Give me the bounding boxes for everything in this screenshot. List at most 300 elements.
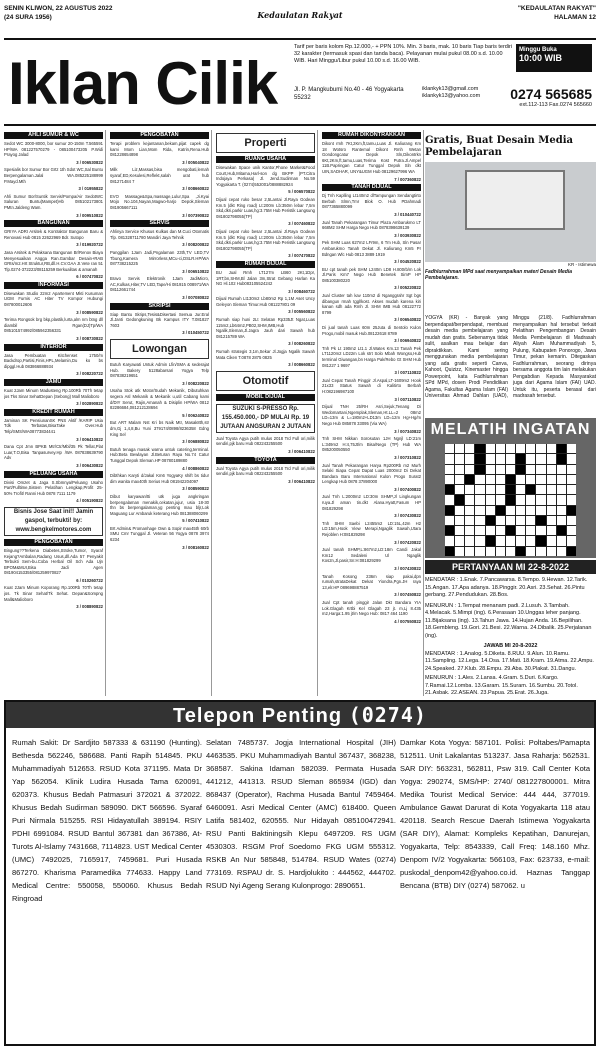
area-code: (0274) — [348, 703, 427, 727]
grid-cell — [516, 454, 525, 463]
ad-code: 3 / 008660822 — [288, 362, 315, 368]
ad-code: 3 / 006540822 — [394, 317, 421, 323]
grid-cell — [557, 516, 566, 525]
grid-cell — [445, 506, 454, 515]
issue-date: SENIN KLIWON, 22 AGUSTUS 2022 — [4, 5, 113, 12]
grid-cell — [496, 444, 505, 453]
phones-title — [6, 702, 594, 728]
ad-code: 3 / 008590822 — [182, 486, 209, 492]
grid-cell — [465, 526, 474, 535]
ad-code: 3 / 006530822 — [76, 159, 103, 165]
classified-ad: Dijual cepat ruko besar 2,5Lantai Jl.Raya Godean Km.5 (dkt Ring road) Lt:200m Lb:350m lebar 7,5m Skd,dkri.parkir Luas,hg:3.75M Hub Peristik Langsung 081802798055(TP) — [216, 228, 315, 251]
grid-cell — [496, 485, 505, 494]
ad-code: 3 / 008660822 — [182, 186, 209, 192]
grid-cell — [526, 506, 535, 515]
display-ad: Properti — [216, 133, 315, 153]
grid-cell — [547, 506, 556, 515]
classified-ad: Jual Tnh L:2000m2 LD:30m SHMP,Jl Lingkungan ruya.Jl aman tin.dkt Alana.Hyatt,Fasum HP 081829298 — [322, 494, 421, 511]
category-heading: TOYOTA — [216, 457, 315, 464]
grid-cell — [486, 516, 495, 525]
category-heading: KREDIT RUMAH — [4, 409, 103, 416]
classified-ad: Ahli Sumur Bor/Suntik Servis/Pompa/Air SedotWC Saluran Buntu(Mampet)Hb 085102173801 PMtn.Jaldeng Wam. — [4, 193, 103, 210]
grid-cell — [506, 444, 515, 453]
paper-name: "KEDAULATAN RAKYAT" — [517, 5, 596, 12]
grid-cell — [516, 475, 525, 484]
story-body: YOGYA (KR) - Banyak yang berpendapat/berpendapat, membuat desain media pembelajaran yang mudah dan gratis. Sebenarnya tidak sulit, asalkan mau belajar dan dipraktikkan. Kami sering menggunakan media pembelajaran yang ada gratis seperti Canva, Kahoot, Quizizz, Kinemaster hingga Powerpoint, kata Fadhlurrahman SPd MPd, dosen Prodi Pendidikan Agama, Fakultas Agama Islam (FAI) Universitas Ahmad Dahlan (UAD), Minggu (21/8). Fadhlurrahman menyampaikan hal tersebut terkait Pelatihan Pengembangan Desain Media Pembelajaran di Madrasah Aliyah Alam Muhammadiyah 5, Pulung, Kabupaten Ponorogo, Jawa Timur, pekan kemarin. Ditegaskan Fadhlurrahman, seorang dirinya bersama anggota tim lain melakukan Pengabdian Kepada Masyarakat juga dari Agama Islam (FAI) UAD. Untuk itu, peserta berasal dari madrasah tersebut. — [425, 315, 596, 399]
classified-ad: Butuh Karyawati Untuk Admin Lfin/SMA & sederajat Hub. Bakery 5128abarsari Yogya Telp 087838219651 — [110, 362, 209, 379]
grid-cell — [557, 454, 566, 463]
ad-code: 3 / 006940822 — [394, 338, 421, 344]
answers-title: JAWAB MI 20-8-2022 — [483, 643, 538, 649]
grid-cell — [557, 506, 566, 515]
grid-cell — [465, 506, 474, 515]
ad-code: 3 / 007450822 — [394, 592, 421, 598]
grid-cell — [445, 454, 454, 463]
ad-code: 3 / 006410822 — [288, 478, 315, 484]
ad-code: 3 / 005040822 — [182, 159, 209, 165]
grid-cell — [516, 547, 525, 556]
ad-code: 5 / 007410822 — [182, 518, 209, 524]
grid-cell — [526, 536, 535, 545]
grid-cell — [486, 454, 495, 463]
grid-cell — [465, 516, 474, 525]
classified-ad: Rumah siap huni 2Lt Selatan Rp335Jt Ngat,Luas 115m2,Lb64m2,PB02,SHM,IMB,Hub Ngalik,Sleman,Jl.Jagra Jauh dari Sawah hub 081215789 WA — [216, 317, 315, 339]
classified-ad: Dijual cepat ruko besar 2,5Lantai Jl.Raya Godean Km.5 (dkt Ring road) Lt:200m Lb:350m lebar 7,5m Skd,dkri.parkir Luas,hg:3.75M Hub Peristik Langsung 081802798055(TP) — [216, 196, 315, 219]
grid-cell — [557, 536, 566, 545]
grid-cell — [547, 475, 556, 484]
crossword-title: MELATIH INGATAN — [430, 421, 591, 438]
grid-cell — [536, 526, 545, 535]
phone-number: 0274 565685 — [510, 86, 592, 102]
classified-ad: Panggilan 1Jam Jadi,Pngalaman 23th,TV LED,TV Tbung,Kamera Mirrorless,MCu-ci,DSLR.HP/WA 087738215225 — [110, 249, 209, 267]
classified-ad: Kuat 2Jam Minum Koporang Rp.100Rb 70Th tetap jos. Tk Sinar Sehat/Tk Sehat. Depan&Sompng Mall&Malioboro — [4, 585, 103, 602]
grid-cell — [486, 485, 495, 494]
grid-cell — [506, 495, 515, 504]
ad-code: 3 / 019920722 — [76, 242, 103, 248]
classified-ad: GRIYA ADRI Arsitek & Kontraktor Bangunan Baru & Renovasi Hub 0815 22622969 Bdr. Sutopo — [4, 229, 103, 240]
ad-code: 3 / 007470822 — [288, 253, 315, 259]
ad-code: 3 / 008590822 — [76, 309, 103, 315]
grid-cell — [567, 536, 576, 545]
classified-ad: EVO Massage&Spa,massage,Lulur,Spa ,Ji.Kyai Mojo No.104,Nayan,Magwo-harjo Depok,Sleman 081905667111 — [110, 193, 209, 210]
classified-ad: Butuh tenaga masak warna untuk catering,terminal. Hub:Beta Bewlayan Jl.Beturan Raya No.74 Catur Tunggal Depok Sleman.HP 08780189880 — [110, 446, 209, 463]
classified-ad: Pek SHM Luas 627m2 LFr9m, 6 Tm Hub, Sln Pasar Ambarukmo Tanah Dekat Jl. Kaliurang Km5 Pr Bdngan Wlc Hub 0813 3889 1919 — [322, 240, 421, 257]
grid-cell — [496, 547, 505, 556]
ad-code: 5 / 006240822 — [182, 412, 209, 418]
grid-cell — [536, 444, 545, 453]
grid-cell — [475, 465, 484, 474]
ad-code: 3 / 010440722 — [394, 211, 421, 217]
story-title: Gratis, Buat Desain Media Pembelajaran — [425, 135, 573, 158]
photo-credit: KR - Istimewa — [567, 262, 596, 267]
grid-cell — [557, 475, 566, 484]
issue-date-java: (24 SURA 1956) — [4, 14, 52, 21]
contact-phone — [482, 86, 592, 108]
classified-ad: Jual tanah SHMP,L:867m2,LD:18m Candi Jakal Km12 Sedaleni Ul Ngaglik Kos2n,Jl.pasir,Sn:H:081829299 — [322, 547, 421, 564]
grid-cell — [445, 547, 454, 556]
ad-code: 6 / 010260722 — [76, 577, 103, 583]
grid-cell — [475, 475, 484, 484]
grid-cell — [506, 526, 515, 535]
grid-cell — [506, 516, 515, 525]
grid-cell — [445, 465, 454, 474]
phones-col-3: Damkar Kota Yogya: 587101. Polisi: Poltabes/Pamapta 512511. Unit Lakalantas 513237. Jasa Raharja: 562531. SAR DIY: 563231, 562811, Psw 319. Call Center Kota Yogya: 290274, SMS/HP: 2740/ 081227800001. Mitra Medika Tourist Medical Service: 444 444, 377019. Ambulance Gawat Darurat di Kota Yogyakarta 118 atau 420118. Search Rescue Daerah Istimewa Yogyakarta (SAR DIY), Alamat: Kompleks Kepatihan, Danurejan, Yogyakarta, Telp: 8543339, Call Freq: 148.160 Mhz. Denpom IV/2 Yogyakarta: 566103, Fax: 623733, e-mail: puskodal_denpom42@yahoo.co.id. Haznas Tanggap Bencana (BTB) DIY (0274) 587062. u — [400, 738, 590, 890]
grid-cell — [516, 495, 525, 504]
classified-ad: Terima Rongsok brg bkp,plastik,lurta,alm nm btng dll diambil Rgan(DJ)Tp/WA 085101574992/085942356331 — [4, 317, 103, 334]
classified-ad: Dibut karyawan/tti utk juga angkringan berpengalaman menakik,cekatan,jujur, usia 18-30 thn bs berpengalaman,yg penting mau bljr,Lok Maguang Lur Ambaruk keterang Hub 081388060299 — [110, 493, 209, 516]
clues-down: MENURUN : 1.Tempat menanam padi. 2.Lusuh. 3.Tambah. 4.Melacak. 5.Mimpi (ing). 6.Perasaan 10.Unggas leher panjang. 11.Bijaksana (ing). 13.Tahun Jawa. 14.Hujan Anda. 16.Bepilihan. 18.Gembleng. 19.Gori. 21.Besi. 22.Warna. 24.Dibalik. 25.Perjalanan (ing). — [425, 602, 592, 639]
grid-cell — [496, 526, 505, 535]
crossword-grid — [445, 444, 576, 556]
classified-ad: BU Jual Rmh LT127m LB60 2Kt,1Dpr, 1RT,bn,SHM,Bl Jalan 3m,Strat Gebang Harlan Ka NG Hl.102 Hub083105524242 — [216, 269, 315, 287]
ad-code: 3 / 009510822 — [76, 212, 103, 218]
ad-code: 3 / 003930822 — [394, 232, 421, 238]
grid-cell — [547, 465, 556, 474]
grid-cell — [526, 547, 535, 556]
classified-ad: Jual Tanah Pekarangan Harya Rp200Rb m2 Murh Selaki Siapa Cepat Dapat Luas 2000m2 Di Dekat Bandara Baru International Kulon Progo Surat2 Lengkap Hub 0878 37890000 — [322, 462, 421, 485]
grid-cell — [455, 475, 464, 484]
grid-cell — [516, 485, 525, 494]
grid-cell — [536, 536, 545, 545]
grid-cell — [526, 475, 535, 484]
grid-cell — [526, 485, 535, 494]
grid-cell — [506, 465, 515, 474]
ad-code: 7 / 007360822 — [394, 176, 421, 182]
classified-ad: Tnh Pk Lt 190m2 Lt1.1 Jl.Wates Km.13 Tanah Pek LT1120m2 LD22m Lok strt Solo Mbah Wongso,Hub terminal Giwangan,bn Harga Pak/Rebo Gt SHM Hub 081227 1 9697 — [322, 345, 421, 368]
grid-cell — [557, 485, 566, 494]
grid-cell — [506, 547, 515, 556]
grid-cell — [547, 485, 556, 494]
grid-cell — [516, 536, 525, 545]
grid-cell — [547, 454, 556, 463]
classified-column-3 — [216, 130, 318, 696]
grid-cell — [465, 475, 474, 484]
grid-cell — [465, 454, 474, 463]
grid-cell — [526, 495, 535, 504]
grid-cell — [486, 547, 495, 556]
ad-code: 3 / 007310822 — [394, 454, 421, 460]
ad-code: 3 / 006880822 — [182, 439, 209, 445]
category-heading: PENGOBATAN — [4, 539, 103, 546]
ad-code: 4 / 007550822 — [394, 618, 421, 624]
ad-code: 3 / 008220822 — [182, 380, 209, 386]
ad-code: 3 / 010450722 — [182, 330, 209, 336]
classified-ad: Sedot WC 3000-8000, bor sumur 20-150m T.565591 HP/WA 081227570279 - 085100473205 P.Widi Prayog Jalad — [4, 141, 103, 158]
grid-cell — [486, 444, 495, 453]
important-phones — [4, 700, 596, 1046]
grid-cell — [445, 485, 454, 494]
classified-ad: Jasa Arsitek & Pelaksana Bangunan Br/Renov Biaya Menyesuaikan Angga Ran.Gambar Desain+RAB GRts/m2.Hrt Struktur,RB,dll.H.CV.GAA JI.Vete ran 51 Tlp.0274-372223/08115259 Berkualitas & amanah — [4, 249, 103, 272]
office-address: Jl. P. Mangkubumi No.40 - 46 Yogyakarta 55232 — [294, 87, 404, 101]
grid-cell — [567, 516, 576, 525]
grid-cell — [536, 495, 545, 504]
grid-cell — [445, 516, 454, 525]
grid-cell — [475, 506, 484, 515]
grid-cell — [455, 516, 464, 525]
classified-ad: Dibthkan Karyti d/Jakal Km6 YogyaKy shift bs tidur dim wanita max40th Serius Hub 081942204097 — [110, 473, 209, 484]
grid-cell — [557, 444, 566, 453]
ad-code: 6 / 007470822 — [76, 274, 103, 280]
category-heading: RUMAH DIJUAL — [216, 261, 315, 268]
classified-ad: Jasa Pembuatan Kitchenset 1750/m Backdrop,Partisi,Finis,HPL,Melamin,Du ko bs dipggl.Hub 083866888934 — [4, 352, 103, 369]
grid-cell — [547, 444, 556, 453]
ad-code: 3 / 007340822 — [394, 428, 421, 434]
classified-ad: Jaminan SK PensiunanSK PNS Aktif /KARIP Usia Tdk Terbatas,BisaTake Over.Hub Telp/SMS/WA08773834441 — [4, 417, 103, 434]
ad-code: 3 / 005560822 — [288, 309, 315, 315]
phones-col-1: Rumah Sakit: Dr Sardjito 587333 & 631190 (Hunting). Bethesda 562246, 586688. Panti Rapih 514845. PKU Muhammadiyah 512653. RSUD Kota 371195. Mata Dr Yap 562054. Klinik Ludira Husada Tama 620091, 620373. Khusus Bedah Patmasuri 372021 & 372022. Khusus Bedah Sudirman 589090. DKT 566596. Syaraf Puri Nirmala 515255. RSI Hidayatullah 389194. RSIY PDHI 6991084. RSUD Bantul 367381 dan 367386, At-Turots Al-Islamy 7431668, 7114823. UST Medical Center (UMC) 7492025, 7165917, 7459681. Puri Husada 867270. Kharisma Paramedika 774633. Happy Land Medical Centre: 550058, 550060. Khusus Bedah Ringroad — [12, 738, 202, 903]
display-ad: SUZUKI S-PRESSO Rp. 155.450.000,- DP MULAI Rp. 19 JUTAAN ANGSURAN 2 JUTAAN — [216, 404, 315, 433]
grid-cell — [486, 475, 495, 484]
grid-cell — [567, 506, 576, 515]
grid-cell — [496, 536, 505, 545]
grid-cell — [547, 516, 556, 525]
ad-code: 3 / 01955822 — [78, 186, 103, 192]
classified-ad: But ART Malam Nst Kri bs Naik Mtr, Masak8th,str dm,Gj 1,4,8,Bu Yuni 379174/0898/8236358 Gdng King Sel — [110, 420, 209, 437]
grid-cell — [465, 444, 474, 453]
ad-code: 3 / 008220722 — [76, 371, 103, 377]
ad-code: 3 / 005220822 — [394, 285, 421, 291]
category-heading: TANAH DIJUAL — [322, 184, 421, 191]
classified-ad: BU cpt tanah pek SHM L240m LD8 H.800rb/m Lok Jl.Paris Km7 Nego Hub Benetek SimP HP 085100380220 — [322, 266, 421, 283]
grid-cell — [536, 506, 545, 515]
category-heading: PELUANG USAHA — [4, 471, 103, 478]
display-ad: Otomotif — [216, 371, 315, 391]
grid-cell — [475, 536, 484, 545]
classified-ad: Spesialis bor Sumur Bor Grtz 1th Sdot WC,Sal Buntu Berpengalaman.Jalal WA.085225188999 P.Mayd.Mth — [4, 167, 103, 184]
grid-cell — [567, 444, 576, 453]
grid-cell — [465, 547, 474, 556]
ad-code: 3 / 007390822 — [182, 212, 209, 218]
category-heading: SKRIPSI — [110, 303, 209, 310]
grid-cell — [536, 547, 545, 556]
grid-cell — [465, 465, 474, 474]
section-title: Iklan Cilik — [8, 50, 278, 117]
grid-cell — [536, 485, 545, 494]
classified-ad: Jual Tanah Pekarangan Timur Plaza Ambarukmo LT 668M2 SHM Harga Nego Hub 0878398639139 — [322, 219, 421, 231]
grid-cell — [445, 495, 454, 504]
crossword-clues — [425, 560, 596, 696]
display-ad: Lowongan — [110, 339, 209, 359]
ad-code: 3 / 008890822 — [76, 604, 103, 610]
grid-cell — [526, 444, 535, 453]
grid-cell — [475, 526, 484, 535]
grid-cell — [455, 526, 464, 535]
ad-code: 3 / 008730822 — [76, 336, 103, 342]
classified-ad: Tnh SHM Saebi L2455m2 LD:15L,42m H2 LD:15m,Hook View Merapi,Ngaglik Sawah,Utara Rejoblen H:081829298 — [322, 520, 421, 538]
grid-cell — [486, 536, 495, 545]
phone-ext: ext.112-113 Fax.0274 565660 — [519, 102, 592, 108]
grid-cell — [496, 506, 505, 515]
grid-cell — [496, 454, 505, 463]
grid-cell — [506, 475, 515, 484]
classified-ad: Tnh SHM Nikkan Sorosutan 1JH Ngnjl LD:21m L:349m2 H:4,75Jt/m Bisa/Nego (TP) Hub WA 085200050550 — [322, 436, 421, 453]
grid-cell — [516, 506, 525, 515]
grid-cell — [465, 495, 474, 504]
ad-terms: Tarif per baris kolom Rp.12.000,- + PPN 10%. Min. 3 baris, mak. 10 baris Tiap baris terdiri 32 karakter (termasuk spasi dan tanda baca). Pelayanan mulai pukul 08.00 s.d. 10.00 WIB. Hari Minggu/Libur pukul 10.00 s.d. 16.00 WIB. — [294, 44, 513, 64]
classified-ad: Bingung??Terkena Diabetes,Stroke,Tumor, Syaraf Kejang?Ambalan,Radang Usus,dll.Ada 57 Penyakit Terbukti Sem-bu.Coba Herbal Oil Sch Ada Ujn BPOM&MUI,Bisa Jadi Agen 081904153355/081259970827 — [4, 547, 103, 576]
ad-code: 3 / 008260822 — [288, 341, 315, 347]
grid-cell — [567, 547, 576, 556]
iklan-cilik-banner — [4, 38, 596, 126]
photo-caption: Fadhlurrahman MPd saat menyampaikan materi Desain Media Pembelajaran. — [425, 269, 572, 281]
classified-ad: Jual Cpt tanah pinggir Jalan Dkt Bandara YIA Lok.Glagah Krtbi Kel Glagah 23 jt. m,Lj 8.435 m2,Harga:1.95 jt/m Nego Hub: 0817 464 1190 — [322, 599, 421, 617]
sunday-hours — [516, 44, 592, 72]
classified-ad: Disewakan Space unik Kantor,Phone Market&Food Court,Hub,Mitama,Harl-son dg BKPP (PT.Citra Indojaya Perkasa) Jl. Jend.Sudirman No.59 Yogyakarta T. (0274)552001/0888882924 — [216, 165, 315, 187]
grid-cell — [536, 475, 545, 484]
grid-cell — [506, 454, 515, 463]
category-heading: AHLI SUMUR & WC — [4, 132, 103, 139]
classified-ad: Terapi problem kejantanan,bekam,pijat capek dg kami Mom Lian,Mom Rida, Katrin,Rena.Hub 081228654898 — [110, 141, 209, 158]
grid-cell — [567, 495, 576, 504]
grid-cell — [567, 485, 576, 494]
category-heading: RUMAH DIKONTRAKKAN — [322, 132, 421, 139]
grid-cell — [455, 536, 464, 545]
grid-cell — [506, 506, 515, 515]
grid-cell — [455, 465, 464, 474]
grid-cell — [475, 495, 484, 504]
grid-cell — [486, 495, 495, 504]
grid-cell — [475, 516, 484, 525]
ad-code: 3 / 007430822 — [394, 566, 421, 571]
grid-cell — [445, 444, 454, 453]
ad-code: 4 / 008860822 — [182, 465, 209, 471]
grid-cell — [455, 547, 464, 556]
classified-ad: Dj Tnh Kaplling Lt140m2 dlTampungan Sendangtirto Berbah Slmn,Tmr Blok O. Hub PDahmadi 0877365880099 — [322, 193, 421, 210]
category-heading: MOBIL DIJUAL — [216, 394, 315, 401]
classified-ad: Milk Liz,Massas,bisa mengobati,lemah syaraf,ED,Kesulesi,Reflekt,salah urat hub 081271484 7 — [110, 167, 209, 184]
category-heading: RUANG USAHA — [216, 156, 315, 163]
classified-ad: Ahlinya Service Khusus Kulkas dan M.Cuci Otomatis Tlp. 081328711780 Mandiri Jaya Tehnik — [110, 229, 209, 240]
category-heading: INFORMASI — [4, 282, 103, 289]
masthead: Kedaulatan Rakyat — [257, 10, 343, 20]
grid-cell — [557, 547, 566, 556]
grid-cell — [526, 516, 535, 525]
ad-code: 3 / 008160822 — [182, 544, 209, 550]
grid-cell — [567, 475, 576, 484]
grid-cell — [455, 495, 464, 504]
grid-cell — [516, 465, 525, 474]
grid-cell — [547, 547, 556, 556]
grid-cell — [455, 506, 464, 515]
classified-column-4 — [322, 130, 424, 696]
grid-cell — [475, 547, 484, 556]
classified-ad: Disewakan Studio 22m2 Apartement Mkti Kusuman UGM Furnis AC Hiter TV Kompor Hubungi 087800012606 — [4, 290, 103, 308]
grid-cell — [516, 526, 525, 535]
grid-cell — [486, 506, 495, 515]
grid-cell — [526, 465, 535, 474]
category-heading: PENGOBATAN — [110, 132, 209, 139]
classified-ad: Dana Cpt Jmn BPKB Mtr/Ctr/Mbl/35 Pk Tellat,Plat Luar,T.O,Bisa Tanpasurvey.Hp /WA 087838639790 Adv — [4, 444, 103, 461]
grid-cell — [536, 516, 545, 525]
grid-cell — [557, 526, 566, 535]
classified-ad: Jual Toyota Agya putih mulus 2018 Trd Full ori,milik sendiri,pjk baru Hub 082243255500 — [216, 435, 315, 447]
grid-cell — [455, 444, 464, 453]
grid-cell — [445, 526, 454, 535]
page-number: HALAMAN 12 — [554, 14, 596, 21]
grid-cell — [475, 444, 484, 453]
display-ad: Bisnis Jose Saat ini!! Jamin gaspol, terbukti! by: www.bengkelmotores.com — [4, 507, 103, 536]
classified-ad: Divisi Omzet & Jaga S.Sbmnya/Peluang Usaho Part/Fulltime,Sistem Pelatihan Lengkap,Profit 25-50% Trofit/ Ranni Hub 0878 7111 1179 — [4, 479, 103, 496]
sunday-time: 10:00 WIB — [519, 53, 563, 63]
classified-ad: Di jual tanah Luas 60m 25Juta di Sentolo Kulon Progo,mobil masuk Hub.08122618 8789 — [322, 325, 421, 336]
grid-cell — [496, 495, 505, 504]
ad-code: 3 / 007080822 — [182, 295, 209, 301]
ad-code: 3 / 007430822 — [394, 513, 421, 519]
grid-cell — [496, 516, 505, 525]
ad-code: 3 / 007400822 — [394, 486, 421, 492]
ad-code: 3 / 008460722 — [288, 288, 315, 294]
phones-col-2: Selatan 7485737. Jogja International Hospital (JIH) 4463535. PKU Muhammadiyah Bantul 367437, 368238, 368587. Sakina Idaman 582039. Permata Husada 441212, 441313. RSUD Sleman 865934 (IGD) dan 868437 (Operator), Rachma Husada Bantul 7459464. 6460091. Asri Medical Center (AMC) 618400. Queen Latifa 581402, 620555. Nur Hidayah 085100472941. RSU Panti Baktiningsih Klepu 6497209. RS UGM 4530303. RSGM Prof Soedomo FKG UGM 555312. RSKB An Nur 585848, 514784. RSUD Wates (0274) 773169. RSPAU dr. S. Hardjolukito : 444562, 444702. RSUD Nyi Ageng Serang Kulonprogo: 2890651. — [206, 738, 396, 890]
grid-cell — [547, 526, 556, 535]
phones-title-text: Telepon Penting — [173, 705, 343, 727]
grid-cell — [557, 465, 566, 474]
clues-across: MENDATAR : 1.Enak. 7.Pancawarsa. 8.Tempo. 9.Hewan. 12.Tarik. 15.Angan. 17.Apa adanya. 18.Pinggir. 20.Asri. 23.Sehat. 26.Pintu gerbang. 27.Pendudukan. 28.Bos. — [425, 577, 588, 598]
grid-cell — [567, 526, 576, 535]
grid-cell — [536, 465, 545, 474]
ad-code: 3 / 007420822 — [394, 539, 421, 545]
grid-cell — [475, 485, 484, 494]
grid-cell — [567, 454, 576, 463]
grid-cell — [557, 495, 566, 504]
sunday-label: Minggu Buka — [519, 47, 557, 53]
grid-cell — [445, 475, 454, 484]
category-heading: INTERIOR — [4, 344, 103, 351]
classified-ad: Rumah strategis 3,1m,Sekar Jl.Jogja Ngalik Sawah Mata Ciken T.0878 2875 0825 — [216, 349, 315, 360]
grid-cell — [567, 465, 576, 474]
grid-cell — [506, 485, 515, 494]
classified-ad: Tanah Kosong 236m siap pakai,dpn rumah,strataDekat Dekat Yiondra,Pgn.JH raya 13,elr.HP 089698887519 — [322, 573, 421, 590]
ad-code: 3 / 002890822 — [76, 401, 103, 407]
ad-code: 3 / 008200822 — [182, 242, 209, 248]
grid-cell — [496, 465, 505, 474]
contact-email[interactable]: iklankyk13@gmail.com iklankyk13@yahoo.com — [422, 86, 481, 99]
story-photo — [425, 162, 596, 262]
grid-cell — [465, 536, 474, 545]
category-heading: BANGUNAN — [4, 220, 103, 227]
answers-across: MENDATAR : 1.Analog. 5.Diketa. 8.RUU. 9.Alun. 10.Ramu. 11.Sampling. 12.Lega. 14.Osa. 17.Mati. 18.Kram. 19.Atma. 22.Ampu. 24.Speaked. 27.Klub. 28.Empu. 29.Aba. 30.Plakat. 31.Dangu. — [425, 650, 594, 672]
grid-cell — [516, 516, 525, 525]
grid-cell — [526, 454, 535, 463]
projector-screen — [465, 170, 565, 230]
classified-ad: Kuat 2Jam Minum Madusteng Rp.100Rb 70Th tetap jos Tks Sinar SehatDepan (Sebong) Mall Malioboro — [4, 388, 103, 399]
grid-cell — [486, 465, 495, 474]
classified-ad: Jual Cepat Tanah Pinggir Jl.Aspal,LT-1609m2 Hook 21x33 Status Sawah di Kalitirto Berbah H:082196987100 — [322, 377, 421, 394]
classified-ad: Dijual TNH 25/RH Asri,Sejuk,Tenang Di Wedomartani,Ngemplak,Sleman,Ht.LL=2 08m2 LD=13m & L=180m2+LD13m LD=12m Hg+Hg/m Nego Hub 085878 33095 (Via WA) — [322, 404, 421, 426]
classified-ad: Jual Toyota Agya putih mulus 2018 Trd Full ori,milik sendiri,pjk baru Hub 082243255500 — [216, 465, 315, 477]
classified-column-1 — [4, 130, 106, 696]
grid-cell — [526, 526, 535, 535]
ad-code: 3 / 007110822 — [394, 396, 421, 402]
ad-code: 3 / 006410822 — [76, 436, 103, 442]
grid-cell — [547, 495, 556, 504]
grid-cell — [516, 444, 525, 453]
clues-title: PERTANYAAN MI 22-8-2022 — [425, 560, 596, 574]
ad-code: 5 / 006570822 — [288, 189, 315, 195]
classified-ad: Jual Cluster tah kav 110m2 di Nganggrahr Sgt bgs dibangun rmah tggl/kost. Akses mudah karena kiri kanan sdh ada Rmh Jl. SHM IMB Hub 08122772 8799 — [322, 293, 421, 315]
news-story — [425, 135, 596, 310]
grid-cell — [465, 485, 474, 494]
ad-code: 3 / 006510822 — [182, 268, 209, 274]
ad-code: 3 / 006410822 — [288, 449, 315, 454]
grid-cell — [536, 454, 545, 463]
grid-cell — [475, 454, 484, 463]
category-heading: JAMU — [4, 379, 103, 386]
classified-ad: Siap Bantu Skrips,Tesis&Disertasi Semua Jur.Eral Jl.Janti Gedongkuning Bk Kampus ITY T.081827 7603 — [110, 311, 209, 328]
grid-cell — [496, 475, 505, 484]
ad-code: 3 / 007460822 — [288, 221, 315, 227]
classified-ad: Dijual Rumah Lt130m2 Lb80m2 Rp 1,1M Aset Uncy Geleyon Sleman Timur.Hub 081227801 09 — [216, 296, 315, 307]
grid-cell — [455, 454, 464, 463]
